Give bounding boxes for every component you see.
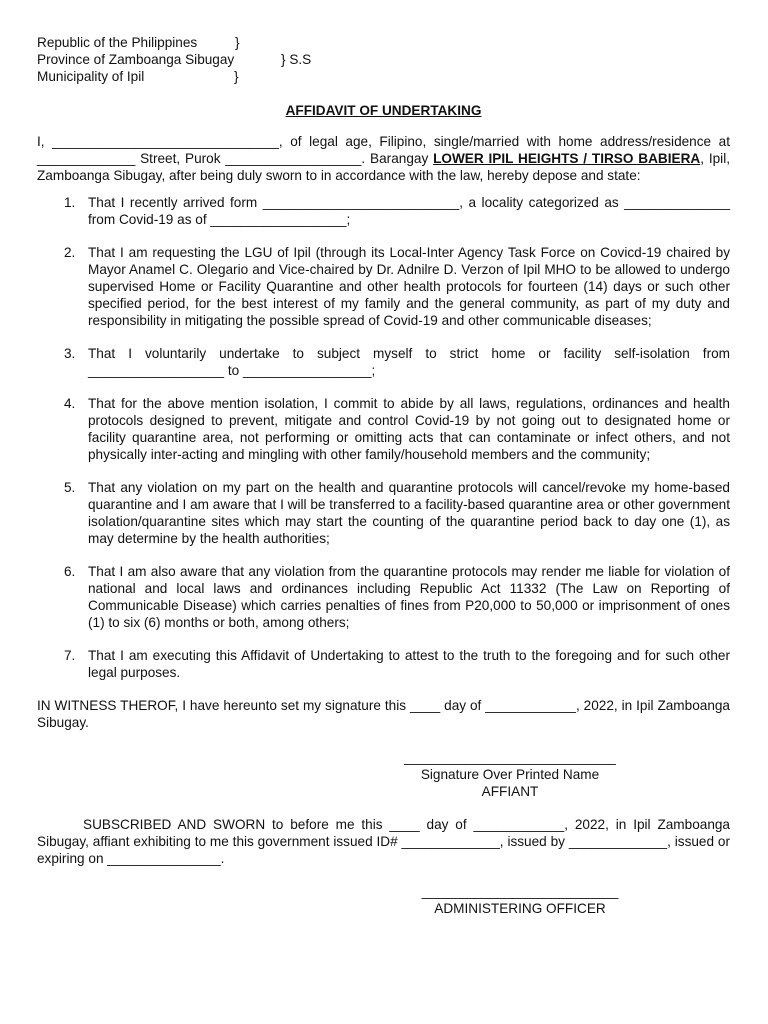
list-item: [37, 647, 730, 681]
subscribed-paragraph: SUBSCRIBED AND SWORN to before me this ____ day of ____________, 2022, in Ipil Zamboanga Sibugay, affiant exhibiting to me this government issued ID# _____________, issued by _____________, issued or expiring on _______________.: [37, 817, 730, 866]
officer-label: ADMINISTERING OFFICER: [434, 901, 606, 916]
document-header: [37, 34, 730, 85]
republic-brace: }: [235, 35, 240, 50]
affiant-label: AFFIANT: [481, 784, 539, 799]
list-item: [37, 395, 730, 463]
municipality-brace: }: [234, 69, 239, 84]
province-line: Province of Zamboanga Sibugay: [37, 52, 235, 67]
list-item: [37, 563, 730, 631]
item-number: 5.: [64, 480, 76, 495]
item-text: That I recently arrived form __________________________, a locality categorized as ______________ from Covid-19 as of __________________;: [88, 195, 730, 227]
item-number: 4.: [64, 396, 76, 411]
item-number: 3.: [64, 346, 76, 361]
item-number: 6.: [64, 564, 76, 579]
officer-signature-line: __________________________: [421, 884, 619, 899]
item-number: 7.: [64, 648, 76, 663]
signature-caption: Signature Over Printed Name: [420, 767, 600, 782]
undertaking-list: [37, 194, 730, 681]
item-text: That I am also aware that any violation from the quarantine protocols may render me liable for violation of national and local laws and ordinances including Republic Act 11332 (The Law on Reporting of Communicable Disease) which carries penalties of fines from P20,000 to 50,000 or imprisonment of ones (1) to six (6) months or both, among others;: [88, 564, 730, 630]
intro-text-start: I, ______________________________, of legal age, Filipino, single/married with home address/residence at _____________ Street, Purok __________________. Barangay: [37, 134, 730, 166]
witness-paragraph: IN WITNESS THEROF, I have hereunto set my signature this ____ day of ____________, 2022, in Ipil Zamboanga Sibugay.: [37, 698, 730, 730]
item-text: That I voluntarily undertake to subject myself to strict home or facility self-isolation from __________________ to _________________;: [88, 346, 730, 378]
list-item: [37, 345, 730, 379]
list-item: [37, 479, 730, 547]
province-brace: } S.S: [281, 52, 312, 67]
item-number: 2.: [64, 245, 76, 260]
affiant-signature-block: [392, 749, 628, 800]
item-text: That I am executing this Affidavit of Undertaking to attest to the truth to the foregoing and for such other legal purposes.: [88, 648, 730, 680]
item-text: That I am requesting the LGU of Ipil (through its Local-Inter Agency Task Force on Covicd-19 chaired by Mayor Anamel C. Olegario and Vice-chaired by Dr. Adnilre D. Verzon of Ipil MHO to be allowed to undergo supervised Home or Facility Quarantine and other health protocols for fourteen (14) days or such other specified period, for the best interest of my family and the general community, as part of my duty and responsibility in mitigating the possible spread of Covid-19 and other communicable diseases;: [88, 245, 730, 328]
item-text: That for the above mention isolation, I commit to abide by all laws, regulations, ordinances and health protocols designed to prevent, mitigate and control Covid-19 by not going out to designated home or facility quarantine area, not performing or omitting acts that can contaminate or infect others, and not physically inter-acting and mingling with other family/household members and the community;: [88, 396, 730, 462]
affidavit-page: [37, 34, 730, 917]
item-number: 1.: [64, 195, 76, 210]
list-item: [37, 194, 730, 228]
officer-signature-block: [407, 883, 633, 917]
municipality-line: Municipality of Ipil: [37, 69, 145, 84]
intro-text-end: , Ipil, Zamboanga Sibugay, after being duly sworn to in accordance with the law, hereby depose and state:: [37, 151, 730, 183]
list-item: [37, 244, 730, 329]
item-text: That any violation on my part on the health and quarantine protocols will cancel/revoke my home-based quarantine and I am aware that I will be transferred to a facility-based quarantine area or other government isolation/quarantine sites which may start the counting of the quarantine period back to day one (1), as may determine by the health authorities;: [88, 480, 730, 546]
republic-line: Republic of the Philippines: [37, 35, 198, 50]
document-title: AFFIDAVIT OF UNDERTAKING: [285, 103, 482, 118]
barangay-name: LOWER IPIL HEIGHTS / TIRSO BABIERA: [433, 151, 701, 166]
affiant-signature-line: ____________________________: [404, 750, 616, 765]
intro-paragraph: [37, 133, 730, 184]
